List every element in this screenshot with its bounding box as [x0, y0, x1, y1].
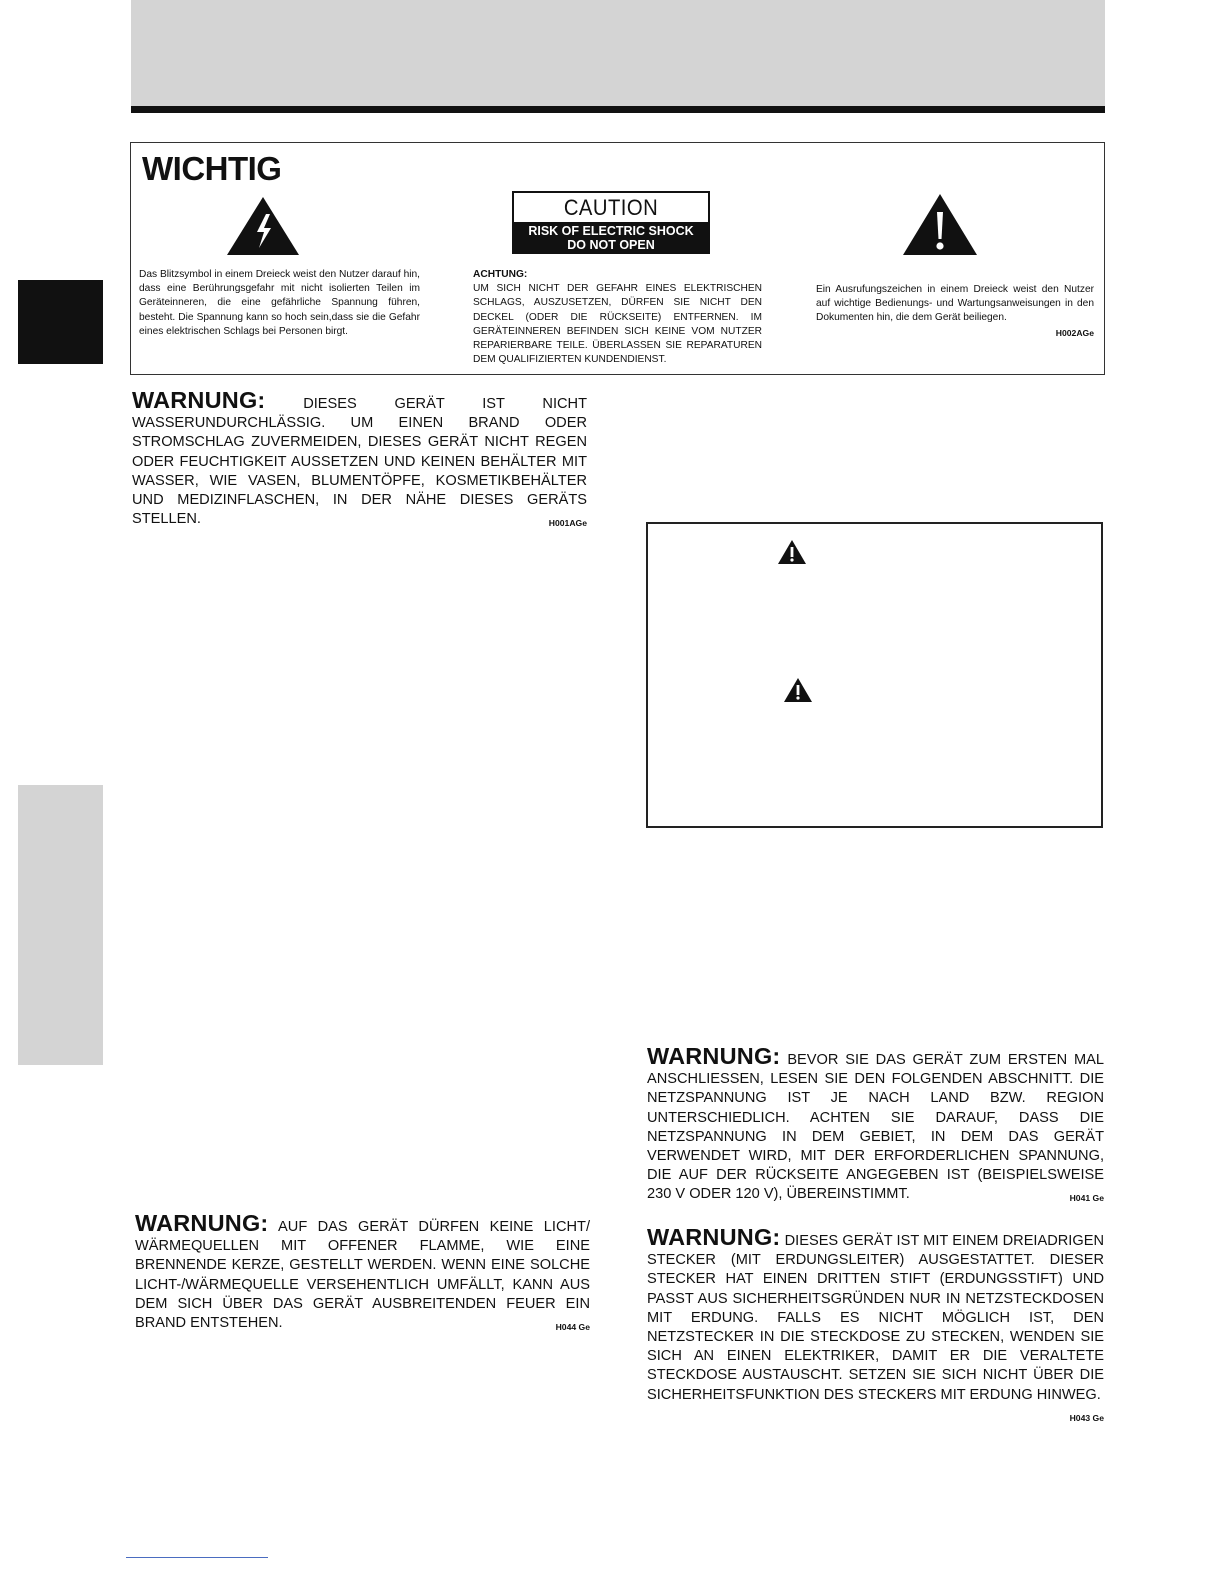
warning-triangle-icon — [783, 677, 813, 703]
language-tab-active — [18, 280, 103, 364]
warning-text: AUF DAS GERÄT DÜRFEN KEINE LICHT/ WÄRMEQUELLEN MIT OFFENER FLAMME, WIE EINE BRENNENDE KERZE, GESTELLT WERDEN. WENN EINE SOLCHE LICHT-/WÄRMEQUELLE VERSEHENTLICH UMFÄLLT, KANN AUS DEM SICH ÜBER DAS GERÄT AUSBREITENDEN FEUER EIN BRAND ENTSTEHEN. — [135, 1219, 591, 1332]
caution-line-2: DO NOT OPEN — [567, 238, 655, 252]
warning-label: WARNUNG: — [647, 1043, 781, 1069]
language-tab-inactive — [18, 785, 103, 1065]
caution-label-title: CAUTION — [563, 195, 659, 220]
achtung-heading: ACHTUNG: — [473, 269, 528, 280]
wichtig-title: WICHTIG — [142, 150, 282, 187]
header-rule — [131, 106, 1105, 113]
warning-label: WARNUNG: — [647, 1224, 781, 1250]
caution-label — [512, 191, 710, 254]
achtung-block — [473, 268, 762, 367]
warning-voltage — [647, 1043, 1104, 1209]
exclamation-triangle-icon — [902, 193, 978, 256]
warning-code: H041 Ge — [1069, 1193, 1104, 1204]
warning-label: WARNUNG: — [135, 1210, 269, 1236]
warning-code: H001AGe — [548, 518, 587, 529]
caution-line-1: RISK OF ELECTRIC SHOCK — [528, 224, 694, 238]
warning-grounded-plug — [647, 1224, 1104, 1428]
caution-label-risk — [514, 222, 708, 252]
footer-line — [126, 1557, 268, 1558]
exclamation-explanation: Ein Ausrufungszeichen in einem Dreieck weist den Nutzer auf wichtige Bedienungs- und Wartungsanweisungen in den Dokumenten hin, die dem Gerät beiliegen. — [816, 284, 1094, 324]
warning-text: DIESES GERÄT IST NICHT WASSERUNDURCHLÄSSIG. UM EINEN BRAND ODER STROMSCHLAG ZUVERMEIDEN, DIESES GERÄT NICHT REGEN ODER FEUCHTIGKEIT AUSSETZEN UND KEINEN BEHÄLTER MIT WASSER, WIE VASEN, BLUMENTÖPFE, KOSMETIKBEHÄLTER UND MEDIZINFLASCHEN, IN DER NÄHE DIESES GERÄTS STELLEN. — [132, 396, 587, 528]
warning-label: WARNUNG: — [132, 387, 266, 413]
warning-open-flame — [135, 1210, 591, 1337]
warning-text: BEVOR SIE DAS GERÄT ZUM ERSTEN MAL ANSCHLIESSEN, LESEN SIE DEN FOLGENDEN ABSCHNITT. DIE NETZSPANNUNG IST JE NACH LAND BZW. REGION UNTERSCHIEDLICH. ACHTEN SIE DARAUF, DASS DIE NETZSPANNUNG IN DEM GEBIET, IN DEM DAS GERÄT VERWENDET WIRD, MIT DER ERFORDERLICHEN SPANNUNG, DIE AUF DER RÜCKSEITE ANGEGEBEN IST (BEISPIELSWEISE 230 V ODER 120 V), ÜBEREINSTIMMT. — [647, 1052, 1104, 1203]
lightning-explanation: Das Blitzsymbol in einem Dreieck weist den Nutzer darauf hin, dass eine Berührungsgefahr mit nicht isolierten Teilen im Geräteinneren, die eine gefährliche Spannung führen, besteht. Die Spannung kann so hoch sein,dass sie die Gefahr eines elektrischen Schlags bei Personen birgt. — [139, 269, 420, 337]
code-h002age: H002AGe — [1055, 327, 1094, 338]
warning-water — [132, 387, 587, 533]
achtung-text: UM SICH NICHT DER GEFAHR EINES ELEKTRISCHEN SCHLAGS, AUSZUSETZEN, DÜRFEN SIE NICHT DEN DECKEL (ODER DIE RÜCKSEITE) ENTFERNEN. IM GERÄTEINNEREN BEFINDEN SICH KEINE VOM NUTZER REPARIERBARE TEILE. ÜBERLASSEN SIE REPARATUREN DEM QUALIFIZIERTEN KUNDENDIENST. — [473, 283, 762, 366]
header-band — [131, 0, 1105, 106]
warning-code: H043 Ge — [1069, 1412, 1104, 1423]
notice-box — [646, 522, 1103, 828]
lightning-triangle-icon — [226, 196, 300, 256]
exclamation-explanation-block — [816, 283, 1094, 340]
warning-text: DIESES GERÄT IST MIT EINEM DREIADRIGEN STECKER (MIT ERDUNGSLEITER) AUSGESTATTET. DIESER STECKER HAT EINEN DRITTEN STIFT (ERDUNGSSTIFT) UND PASST AUS SICHERHEITSGRÜNDEN NUR IN NETZSTECKDOSEN MIT ERDUNG. FALLS ES NICHT MÖGLICH IST, DEN NETZSTECKER IN DIE STECKDOSE ZU STECKEN, WENDEN SIE SICH AN EINEN ELEKTRIKER, DAMIT ER DIE VERALTETE STECKDOSE AUSTAUSCHT. SETZEN SIE SICH NICHT ÜBER DIE SICHERHEITSFUNKTION DES STECKERS MIT ERDUNG HINWEG. — [647, 1233, 1104, 1403]
warning-triangle-icon — [777, 539, 807, 565]
warning-code: H044 Ge — [555, 1322, 590, 1333]
